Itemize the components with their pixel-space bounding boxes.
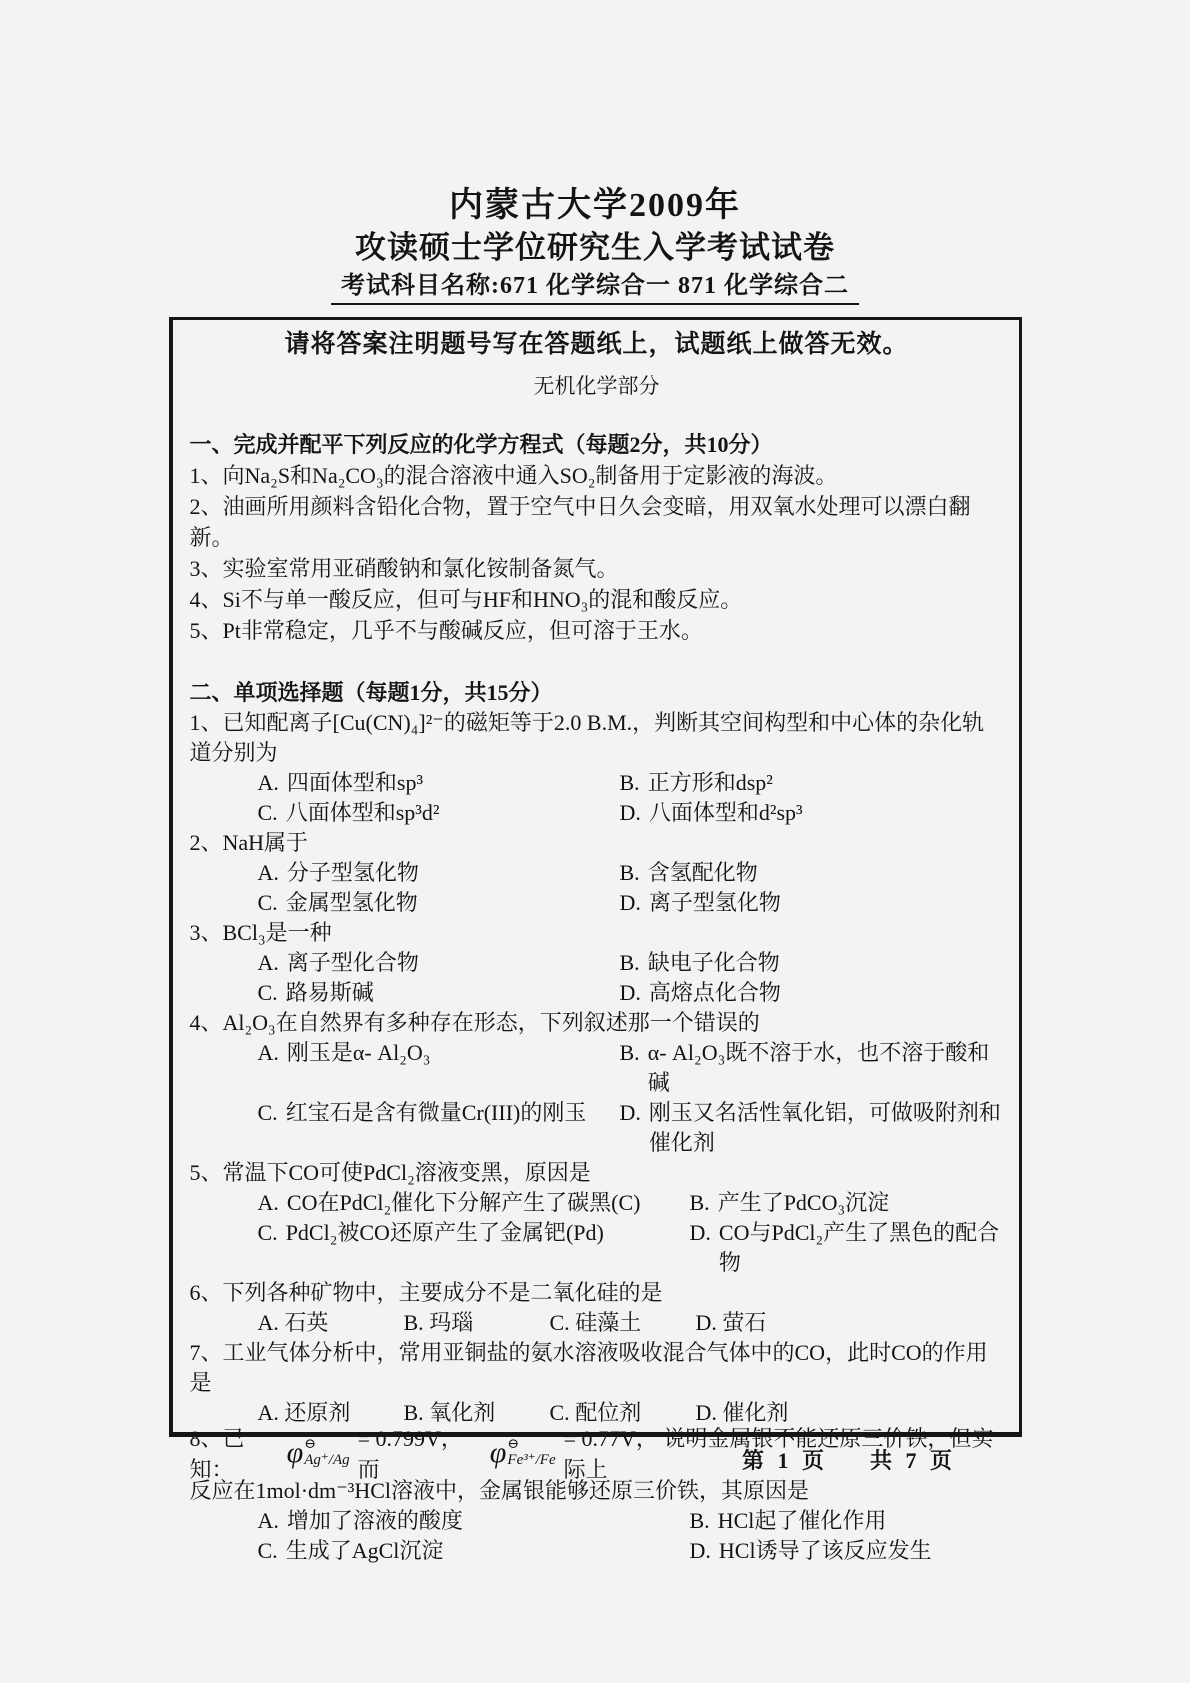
option-label: B. — [619, 950, 640, 975]
option-text: 还原剂 — [284, 1400, 351, 1425]
subject-line-row — [0, 271, 1190, 305]
option-label: B. — [403, 1310, 424, 1335]
ag-couple-label: Ag⁺/Ag — [304, 1452, 350, 1468]
option — [258, 1536, 690, 1566]
option-text: 石英 — [284, 1310, 329, 1335]
part-label: 无机化学部分 — [533, 374, 660, 398]
option-text: 正方形和dsp² — [647, 770, 773, 795]
question-6-stem: 6、下列各种矿物中，主要成分不是二氧化硅的是 — [189, 1280, 663, 1305]
question-2-stem: 2、NaH属于 — [189, 830, 309, 855]
option — [696, 1308, 767, 1338]
option — [258, 768, 620, 798]
option-label: A. — [257, 1508, 279, 1533]
option — [550, 1308, 696, 1338]
question-8-prefix: 8、已知： — [189, 1426, 245, 1482]
question-8-stem-line2: 反应在1mol·dm⁻³HCl溶液中，金属银能够还原三价铁，其原因是 — [189, 1478, 810, 1503]
option — [258, 1506, 690, 1536]
option-text: 催化剂 — [722, 1400, 789, 1425]
option — [258, 1098, 620, 1158]
question-4-options — [190, 1038, 1004, 1158]
question-1-options — [190, 768, 1004, 828]
option-text: 路易斯碱 — [285, 980, 374, 1005]
option-label: D. — [619, 890, 641, 915]
option-text: 离子型化合物 — [286, 950, 419, 975]
option — [620, 858, 1004, 888]
option — [404, 1308, 550, 1338]
equation-item-2: 2、油画所用颜料含铅化合物，置于空气中日久会变暗，用双氧水处理可以漂白翻新。 — [189, 494, 971, 550]
option — [258, 978, 620, 1008]
option-label: B. — [619, 770, 640, 795]
option-text: 离子型氢化物 — [648, 890, 781, 915]
question-7-stem: 7、工业气体分析中，常用亚铜盐的氨水溶液吸收混合气体中的CO，此时CO的作用是 — [189, 1340, 988, 1395]
option-label: A. — [257, 860, 279, 885]
option — [620, 798, 1004, 828]
option — [690, 1188, 1004, 1218]
option-text: PdCl₂被CO还原产生了金属钯(Pd) — [285, 1220, 604, 1245]
equation-item-3: 3、实验室常用亚硝酸钠和氯化铵制备氮气。 — [189, 556, 619, 581]
standard-state-symbol: ⊖ — [304, 1437, 316, 1452]
equation-item-4: 4、Si不与单一酸反应，但可与HF和HNO₃的混和酸反应。 — [189, 587, 743, 612]
option-text: CO在PdCl₂催化下分解产生了碳黑(C) — [286, 1190, 641, 1215]
phi-symbol: φ — [489, 1436, 507, 1469]
standard-state-symbol: ⊖ — [507, 1437, 520, 1452]
option-label: D. — [689, 1220, 711, 1245]
fe-couple-label: Fe³⁺/Fe — [507, 1452, 556, 1468]
option-label: B. — [689, 1508, 710, 1533]
option-label: C. — [549, 1310, 570, 1335]
option-text: 八面体型和d²sp³ — [648, 800, 803, 825]
answer-notice: 请将答案注明题号写在答题纸上，试题纸上做答无效。 — [284, 331, 909, 358]
option-label: C. — [549, 1400, 570, 1425]
question-2-options — [190, 858, 1004, 918]
exam-title: 内蒙古大学2009年 — [449, 187, 741, 224]
option-label: B. — [619, 860, 640, 885]
exam-header — [0, 0, 1190, 305]
option — [258, 948, 620, 978]
option-text: 缺电子化合物 — [647, 950, 780, 975]
option-text: 配位剂 — [575, 1400, 642, 1425]
question-6-options — [190, 1308, 1004, 1338]
option-text: 萤石 — [722, 1310, 767, 1335]
option — [690, 1218, 1004, 1278]
option-text: 氧化剂 — [429, 1400, 496, 1425]
phi-symbol: φ — [286, 1436, 304, 1469]
option-text: 生成了AgCl沉淀 — [285, 1538, 444, 1563]
option-text: HCl诱导了该反应发生 — [718, 1538, 932, 1563]
option-label: A. — [257, 1310, 279, 1335]
option-label: A. — [257, 1400, 279, 1425]
total-pages: 共 7 页 — [870, 1448, 957, 1473]
section-two-heading: 二、单项选择题（每题1分，共15分） — [189, 680, 553, 705]
option — [620, 978, 1004, 1008]
phi-fe-supsub — [507, 1438, 555, 1468]
option-label: D. — [619, 1100, 641, 1125]
page-number: 第 1 页 — [742, 1448, 829, 1473]
option-label: A. — [257, 950, 279, 975]
option-text: HCl起了催化作用 — [717, 1508, 887, 1533]
potential-value-2: = 0.77V， 说明金属银不能还原三价铁，但实际上 — [563, 1426, 994, 1482]
option-label: A. — [257, 770, 279, 795]
option-text: 八面体型和sp³d² — [285, 800, 440, 825]
option — [258, 1038, 620, 1098]
option-label: B. — [403, 1400, 424, 1425]
question-4-stem: 4、Al₂O₃在自然界有多种存在形态，下列叙述那一个错误的 — [189, 1010, 760, 1035]
subject-line: 考试科目名称:671 化学综合一 871 化学综合二 — [331, 271, 859, 305]
option — [258, 1188, 690, 1218]
exam-subtitle: 攻读硕士学位研究生入学考试试卷 — [355, 230, 835, 265]
option — [690, 1536, 1004, 1566]
question-1-stem: 1、已知配离子[Cu(CN)₄]²⁻的磁矩等于2.0 B.M.，判断其空间构型和中心体的杂化轨道分别为 — [189, 710, 985, 765]
option-label: D. — [619, 800, 641, 825]
option-text: 含氢配化物 — [647, 860, 758, 885]
option-text: α- Al₂O₃既不溶于水，也不溶于酸和碱 — [647, 1040, 990, 1095]
phi-ag-supsub — [304, 1438, 349, 1468]
option — [620, 1098, 1004, 1158]
option-text: 刚玉是α- Al₂O₃ — [286, 1040, 431, 1065]
option-text: 增加了溶液的酸度 — [286, 1508, 463, 1533]
option-label: C. — [257, 1220, 278, 1245]
option — [258, 1218, 690, 1278]
option-label: C. — [257, 1538, 278, 1563]
option-label: D. — [695, 1400, 717, 1425]
option-label: C. — [257, 1100, 278, 1125]
question-8-options — [190, 1506, 1004, 1566]
option-label: B. — [619, 1040, 640, 1065]
option-text: 硅藻土 — [575, 1310, 642, 1335]
option-label: D. — [619, 980, 641, 1005]
question-3-stem: 3、BCl₃是一种 — [189, 920, 332, 945]
option-text: 产生了PdCO₃沉淀 — [717, 1190, 890, 1215]
option-text: 金属型氢化物 — [285, 890, 418, 915]
option-text: 红宝石是含有微量Cr(III)的刚玉 — [285, 1100, 587, 1125]
question-5-stem: 5、常温下CO可使PdCl₂溶液变黑，原因是 — [189, 1160, 591, 1185]
option — [258, 888, 620, 918]
option-label: C. — [257, 890, 278, 915]
option-text: CO与PdCl₂产生了黑色的配合物 — [718, 1220, 1000, 1275]
question-3-options — [190, 948, 1004, 1008]
option-label: C. — [257, 980, 278, 1005]
option-label: D. — [689, 1538, 711, 1563]
section-one-heading: 一、完成并配平下列反应的化学方程式（每题2分，共10分） — [189, 432, 773, 457]
option-text: 刚玉又名活性氧化铝，可做吸附剂和催化剂 — [648, 1100, 1001, 1155]
option — [690, 1506, 1004, 1536]
option-label: A. — [257, 1040, 279, 1065]
option-text: 四面体型和sp³ — [286, 770, 424, 795]
option-label: D. — [695, 1310, 717, 1335]
option-text: 玛瑙 — [429, 1310, 474, 1335]
option — [258, 1308, 404, 1338]
option-label: B. — [689, 1190, 710, 1215]
option — [620, 1038, 1004, 1098]
equation-item-1: 1、向Na₂S和Na₂CO₃的混合溶液中通入SO₂制备用于定影液的海波。 — [189, 463, 838, 488]
equation-item-5: 5、Pt非常稳定，几乎不与酸碱反应，但可溶于王水。 — [189, 618, 703, 643]
option — [620, 888, 1004, 918]
option — [258, 798, 620, 828]
question-5-options — [190, 1188, 1004, 1278]
option — [258, 858, 620, 888]
option — [620, 768, 1004, 798]
potential-value-1: = 0.799V， 而 — [357, 1426, 463, 1482]
option — [620, 948, 1004, 978]
option-text: 分子型氢化物 — [286, 860, 419, 885]
option-label: A. — [257, 1190, 279, 1215]
option-text: 高熔点化合物 — [648, 980, 781, 1005]
option-label: C. — [257, 800, 278, 825]
